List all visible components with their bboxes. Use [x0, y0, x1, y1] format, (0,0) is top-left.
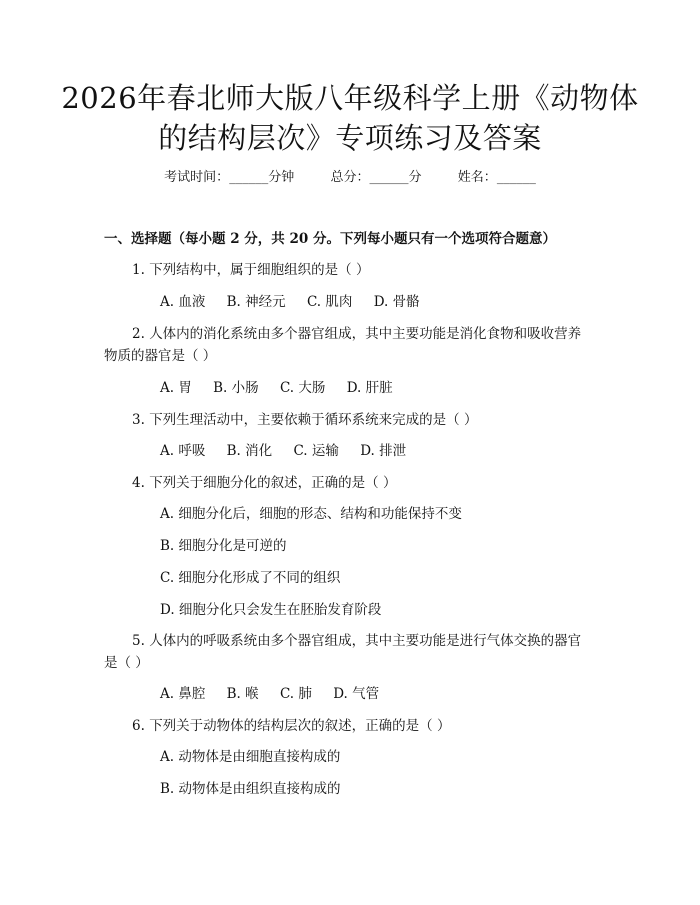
time-label: 考试时间： [164, 170, 230, 185]
name-blank: ______ [496, 170, 536, 185]
option-a: A. 胃 [160, 380, 192, 396]
question-text: 人体内的消化系统由多个器官组成，其中主要功能是消化食物和吸收营养 [149, 326, 582, 342]
option-b: B. 喉 [226, 686, 259, 702]
option-a: A. 鼻腔 [160, 686, 206, 702]
page-title-line-1: 2026年春北师大版八年级科学上册《动物体 [61, 81, 639, 115]
question-4 [132, 473, 396, 493]
name-label: 姓名： [457, 170, 497, 185]
question-5-options [160, 684, 396, 704]
question-1-options [160, 292, 437, 312]
question-text: 下列关于动物体的结构层次的叙述，正确的是（ ） [149, 718, 451, 734]
time-blank: ______ [229, 170, 269, 185]
question-number: 5. [132, 633, 145, 649]
question-number: 2. [132, 326, 145, 342]
option-a: A. 呼吸 [160, 443, 206, 459]
exam-meta [0, 168, 700, 188]
question-text: 下列关于细胞分化的叙述，正确的是（ ） [149, 475, 397, 491]
question-6-option-b: B. 动物体是由组织直接构成的 [160, 781, 341, 797]
question-2-continued: 物质的器官是（ ） [104, 348, 217, 364]
question-4-option-d: D. 细胞分化只会发生在胚胎发育阶段 [160, 602, 382, 618]
question-4-option-b: B. 细胞分化是可逆的 [160, 538, 287, 554]
question-text: 下列生理活动中，主要依赖于循环系统来完成的是（ ） [149, 412, 478, 428]
option-b: B. 小肠 [213, 380, 259, 396]
option-d: D. 气管 [333, 686, 380, 702]
question-number: 6. [132, 718, 145, 734]
question-6 [132, 716, 450, 736]
option-b: B. 神经元 [226, 294, 286, 310]
option-d: D. 排泄 [360, 443, 407, 459]
option-a: A. 血液 [160, 294, 206, 310]
question-5 [132, 631, 581, 651]
question-2-options [160, 378, 410, 398]
question-6-option-a: A. 动物体是由细胞直接构成的 [160, 749, 341, 765]
option-c: C. 运输 [293, 443, 339, 459]
time-unit: 分钟 [268, 170, 295, 185]
question-number: 4. [132, 475, 145, 491]
question-4-option-c: C. 细胞分化形成了不同的组织 [160, 570, 341, 586]
question-1 [132, 260, 369, 280]
score-unit: 分 [408, 170, 422, 185]
option-c: C. 大肠 [279, 380, 326, 396]
option-d: D. 骨骼 [373, 294, 420, 310]
question-text: 下列结构中，属于细胞组织的是（ ） [149, 262, 370, 278]
question-2 [132, 324, 581, 344]
section-title-multiple-choice: 一、选择题（每小题 2 分，共 20 分。下列每小题只有一个选项符合题意） [104, 231, 556, 247]
option-b: B. 消化 [226, 443, 273, 459]
page-title-line-2: 的结构层次》专项练习及答案 [158, 121, 542, 155]
question-5-continued: 是（ ） [104, 655, 149, 671]
option-c: C. 肌肉 [306, 294, 353, 310]
option-c: C. 肺 [279, 686, 312, 702]
question-3-options [160, 441, 423, 461]
question-number: 1. [132, 262, 145, 278]
question-3 [132, 410, 477, 430]
score-blank: ______ [369, 170, 409, 185]
question-number: 3. [132, 412, 145, 428]
score-label: 总分： [330, 170, 370, 185]
question-text: 人体内的呼吸系统由多个器官组成，其中主要功能是进行气体交换的器官 [149, 633, 582, 649]
question-4-option-a: A. 细胞分化后，细胞的形态、结构和功能保持不变 [160, 506, 462, 522]
option-d: D. 肝脏 [346, 380, 393, 396]
